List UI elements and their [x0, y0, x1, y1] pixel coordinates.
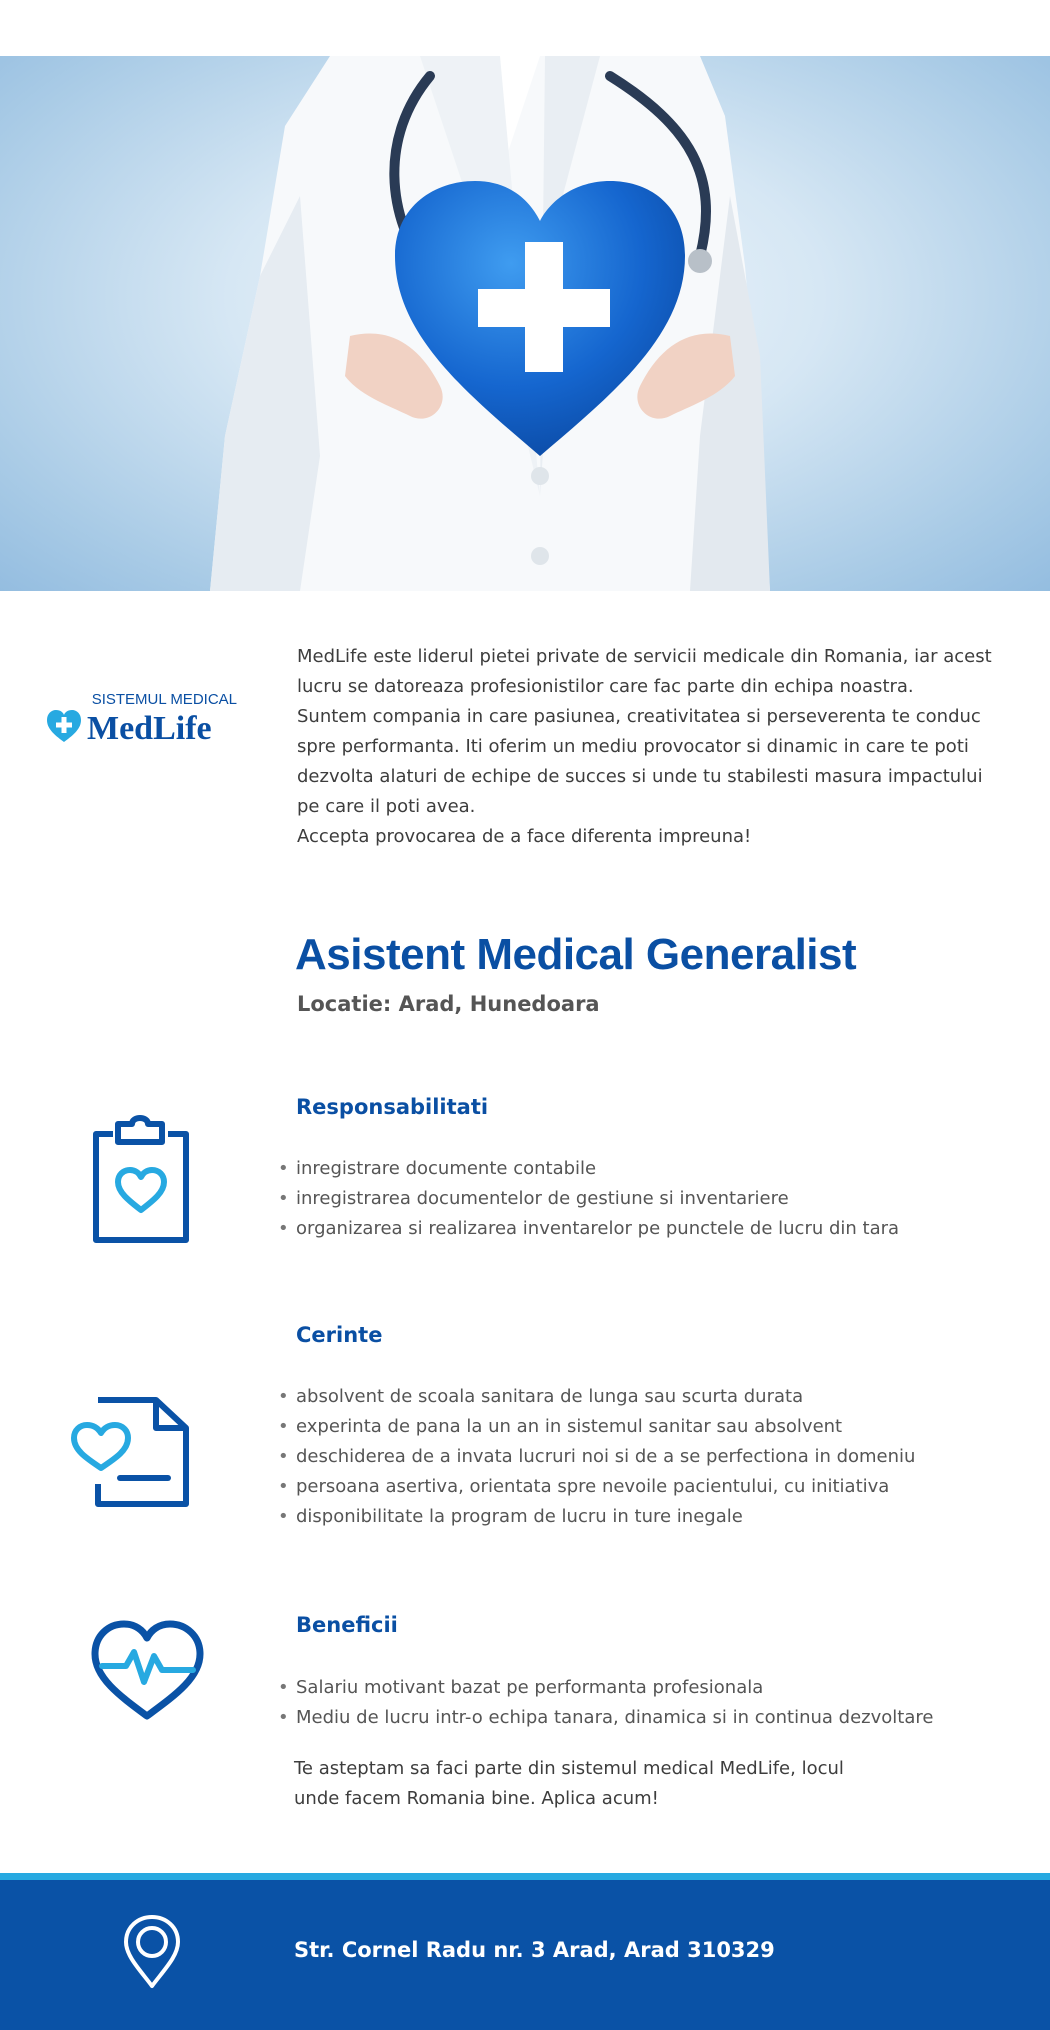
list-item: • organizarea si realizarea inventarelor pe punctele de lucru din tara: [278, 1214, 899, 1244]
footer: [0, 1880, 1050, 2030]
logo-tagline: SISTEMUL MEDICAL: [91, 691, 237, 708]
closing-line-2: unde facem Romania bine. Aplica acum!: [294, 1788, 659, 1809]
list-item: • disponibilitate la program de lucru in ture inegale: [278, 1502, 915, 1532]
footer-accent-stripe: [0, 1873, 1050, 1880]
closing-message: [294, 1754, 854, 1814]
medlife-logo: [45, 690, 245, 750]
list-item: • deschiderea de a invata lucruri noi si de a se perfectiona in domeniu: [278, 1442, 915, 1472]
benefits-title: Beneficii: [296, 1613, 398, 1637]
responsibilities-title: Responsabilitati: [296, 1095, 489, 1119]
list-item: • persoana asertiva, orientata spre nevoile pacientului, cu initiativa: [278, 1472, 915, 1502]
list-item: • experinta de pana la un an in sistemul sanitar sau absolvent: [278, 1412, 915, 1442]
job-location: Locatie: Arad, Hunedoara: [297, 992, 600, 1016]
company-intro: [297, 642, 997, 852]
heart-pulse-icon: [90, 1618, 205, 1727]
intro-paragraph-2: Suntem compania in care pasiunea, creativitatea si perseverenta te conduc spre performanta. Iti oferim un mediu provocator si dinamic in care te poti dezvolta alaturi de echipe de succes si unde tu stabilesti masura impactului pe care il poti avea.: [297, 706, 983, 817]
benefits-list: [278, 1673, 933, 1733]
requirements-title: Cerinte: [296, 1323, 383, 1347]
intro-paragraph-3: Accepta provocarea de a face diferenta impreuna!: [297, 826, 752, 847]
medlife-logo-graphic: [45, 690, 245, 750]
company-address: Str. Cornel Radu nr. 3 Arad, Arad 310329: [294, 1938, 775, 1962]
requirements-list: [278, 1382, 915, 1532]
job-title: Asistent Medical Generalist: [295, 930, 857, 979]
document-heart-icon: [68, 1392, 193, 1516]
closing-line-1: Te asteptam sa faci parte din sistemul medical MedLife, locul: [294, 1758, 844, 1779]
doctor-heart-illustration: [0, 56, 1050, 591]
list-item: • inregistrarea documentelor de gestiune si inventariere: [278, 1184, 899, 1214]
list-item: • inregistrare documente contabile: [278, 1154, 899, 1184]
responsibilities-list: [278, 1154, 899, 1244]
list-item: • Salariu motivant bazat pe performanta profesionala: [278, 1673, 933, 1703]
list-item: • Mediu de lucru intr-o echipa tanara, dinamica si in continua dezvoltare: [278, 1703, 933, 1733]
clipboard-heart-icon: [88, 1112, 193, 1251]
location-pin-icon: [120, 1914, 184, 1994]
list-item: • absolvent de scoala sanitara de lunga sau scurta durata: [278, 1382, 915, 1412]
logo-wordmark: MedLife: [87, 710, 212, 747]
hero-image: [0, 56, 1050, 591]
intro-paragraph-1: MedLife este liderul pietei private de servicii medicale din Romania, iar acest lucru se datoreaza profesionistilor care fac parte din echipa noastra.: [297, 646, 992, 697]
